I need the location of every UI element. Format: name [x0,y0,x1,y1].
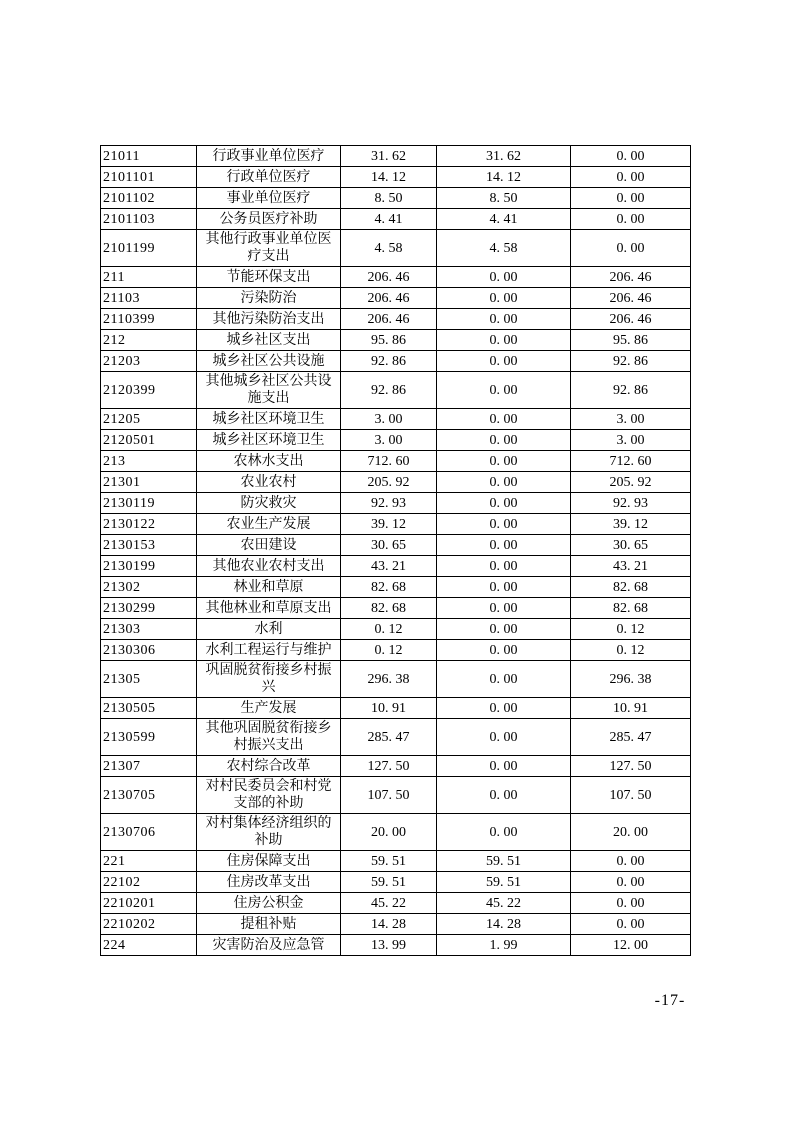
row-amount-cell-1: 3. 00 [341,409,437,430]
row-amount-cell-2: 0. 00 [437,577,571,598]
budget-table [100,145,691,956]
row-name-cell: 节能环保支出 [197,267,341,288]
row-code-cell: 2120501 [101,430,197,451]
row-amount-cell-2: 0. 00 [437,535,571,556]
row-code-cell: 21307 [101,756,197,777]
row-amount-cell-2: 45. 22 [437,893,571,914]
row-amount-cell-2: 0. 00 [437,619,571,640]
table-row [101,598,691,619]
row-amount-cell-3: 206. 46 [571,309,691,330]
table-row [101,619,691,640]
row-amount-cell-2: 0. 00 [437,351,571,372]
row-amount-cell-1: 14. 28 [341,914,437,935]
table-row [101,188,691,209]
row-code-cell: 224 [101,935,197,956]
row-code-cell: 2130705 [101,777,197,814]
row-amount-cell-3: 3. 00 [571,430,691,451]
row-amount-cell-3: 206. 46 [571,267,691,288]
row-amount-cell-1: 206. 46 [341,288,437,309]
row-amount-cell-3: 12. 00 [571,935,691,956]
table-row [101,935,691,956]
row-amount-cell-1: 59. 51 [341,851,437,872]
row-amount-cell-3: 0. 12 [571,640,691,661]
row-amount-cell-2: 0. 00 [437,430,571,451]
row-amount-cell-3: 0. 00 [571,914,691,935]
row-amount-cell-2: 59. 51 [437,872,571,893]
row-amount-cell-1: 712. 60 [341,451,437,472]
table-row [101,514,691,535]
table-row [101,661,691,698]
row-amount-cell-1: 4. 41 [341,209,437,230]
row-amount-cell-3: 3. 00 [571,409,691,430]
row-amount-cell-2: 0. 00 [437,777,571,814]
row-amount-cell-3: 285. 47 [571,719,691,756]
row-name-cell: 公务员医疗补助 [197,209,341,230]
row-amount-cell-2: 14. 12 [437,167,571,188]
row-amount-cell-3: 92. 93 [571,493,691,514]
row-code-cell: 2130306 [101,640,197,661]
row-amount-cell-1: 39. 12 [341,514,437,535]
row-name-cell: 其他农业农村支出 [197,556,341,577]
row-amount-cell-3: 20. 00 [571,814,691,851]
row-code-cell: 2210202 [101,914,197,935]
row-amount-cell-1: 0. 12 [341,640,437,661]
row-amount-cell-3: 712. 60 [571,451,691,472]
row-code-cell: 2130505 [101,698,197,719]
row-amount-cell-3: 107. 50 [571,777,691,814]
row-name-cell: 其他城乡社区公共设施支出 [197,372,341,409]
row-amount-cell-2: 8. 50 [437,188,571,209]
row-amount-cell-3: 0. 00 [571,209,691,230]
table-row [101,267,691,288]
row-amount-cell-2: 0. 00 [437,309,571,330]
row-amount-cell-1: 205. 92 [341,472,437,493]
row-amount-cell-3: 92. 86 [571,372,691,409]
row-name-cell: 提租补贴 [197,914,341,935]
row-code-cell: 2130706 [101,814,197,851]
row-code-cell: 212 [101,330,197,351]
row-amount-cell-2: 0. 00 [437,756,571,777]
table-row [101,451,691,472]
table-row [101,893,691,914]
row-code-cell: 2110399 [101,309,197,330]
row-code-cell: 2101103 [101,209,197,230]
table-row [101,288,691,309]
row-amount-cell-1: 20. 00 [341,814,437,851]
table-row [101,167,691,188]
row-amount-cell-1: 3. 00 [341,430,437,451]
table-row [101,777,691,814]
row-amount-cell-2: 0. 00 [437,472,571,493]
row-amount-cell-1: 296. 38 [341,661,437,698]
row-name-cell: 其他巩固脱贫衔接乡村振兴支出 [197,719,341,756]
row-name-cell: 其他污染防治支出 [197,309,341,330]
table-row [101,309,691,330]
row-amount-cell-1: 31. 62 [341,146,437,167]
row-name-cell: 农林水支出 [197,451,341,472]
row-code-cell: 21011 [101,146,197,167]
row-code-cell: 2101101 [101,167,197,188]
row-amount-cell-1: 82. 68 [341,598,437,619]
row-name-cell: 住房公积金 [197,893,341,914]
row-code-cell: 213 [101,451,197,472]
row-code-cell: 21103 [101,288,197,309]
row-name-cell: 巩固脱贫衔接乡村振兴 [197,661,341,698]
row-name-cell: 城乡社区支出 [197,330,341,351]
row-amount-cell-1: 127. 50 [341,756,437,777]
row-amount-cell-3: 0. 00 [571,872,691,893]
table-row [101,756,691,777]
table-row [101,872,691,893]
row-amount-cell-2: 14. 28 [437,914,571,935]
row-amount-cell-2: 1. 99 [437,935,571,956]
row-amount-cell-3: 127. 50 [571,756,691,777]
row-code-cell: 2130153 [101,535,197,556]
row-name-cell: 其他林业和草原支出 [197,598,341,619]
table-row [101,556,691,577]
row-amount-cell-2: 0. 00 [437,814,571,851]
row-code-cell: 221 [101,851,197,872]
row-name-cell: 对村集体经济组织的补助 [197,814,341,851]
page-number: -17- [654,992,686,1009]
row-code-cell: 22102 [101,872,197,893]
row-name-cell: 农业农村 [197,472,341,493]
row-code-cell: 2120399 [101,372,197,409]
row-amount-cell-1: 92. 86 [341,351,437,372]
row-amount-cell-3: 205. 92 [571,472,691,493]
row-name-cell: 住房改革支出 [197,872,341,893]
table-row [101,372,691,409]
row-code-cell: 2130119 [101,493,197,514]
row-amount-cell-3: 0. 12 [571,619,691,640]
table-row [101,146,691,167]
row-amount-cell-2: 0. 00 [437,409,571,430]
row-amount-cell-3: 0. 00 [571,893,691,914]
row-amount-cell-2: 59. 51 [437,851,571,872]
row-name-cell: 水利工程运行与维护 [197,640,341,661]
row-amount-cell-3: 10. 91 [571,698,691,719]
row-name-cell: 对村民委员会和村党支部的补助 [197,777,341,814]
row-amount-cell-1: 206. 46 [341,309,437,330]
row-amount-cell-2: 31. 62 [437,146,571,167]
row-code-cell: 2210201 [101,893,197,914]
row-amount-cell-3: 0. 00 [571,146,691,167]
row-amount-cell-3: 92. 86 [571,351,691,372]
row-amount-cell-1: 82. 68 [341,577,437,598]
row-name-cell: 住房保障支出 [197,851,341,872]
table-row [101,330,691,351]
row-amount-cell-3: 206. 46 [571,288,691,309]
row-amount-cell-1: 0. 12 [341,619,437,640]
table-row [101,209,691,230]
row-code-cell: 21205 [101,409,197,430]
table-row [101,230,691,267]
row-name-cell: 防灾救灾 [197,493,341,514]
row-code-cell: 2130199 [101,556,197,577]
row-amount-cell-1: 43. 21 [341,556,437,577]
row-code-cell: 21203 [101,351,197,372]
table-row [101,493,691,514]
row-code-cell: 21303 [101,619,197,640]
row-amount-cell-1: 206. 46 [341,267,437,288]
row-code-cell: 2130122 [101,514,197,535]
row-code-cell: 2130299 [101,598,197,619]
row-amount-cell-2: 0. 00 [437,640,571,661]
table-row [101,719,691,756]
row-name-cell: 农业生产发展 [197,514,341,535]
table-row [101,814,691,851]
row-name-cell: 行政事业单位医疗 [197,146,341,167]
row-amount-cell-3: 30. 65 [571,535,691,556]
row-amount-cell-3: 0. 00 [571,188,691,209]
row-amount-cell-3: 82. 68 [571,598,691,619]
row-amount-cell-1: 14. 12 [341,167,437,188]
row-amount-cell-3: 0. 00 [571,167,691,188]
row-name-cell: 生产发展 [197,698,341,719]
budget-table-body [101,146,691,956]
row-amount-cell-2: 0. 00 [437,330,571,351]
table-row [101,409,691,430]
row-name-cell: 城乡社区公共设施 [197,351,341,372]
row-amount-cell-2: 0. 00 [437,598,571,619]
row-amount-cell-3: 296. 38 [571,661,691,698]
row-code-cell: 21301 [101,472,197,493]
row-code-cell: 211 [101,267,197,288]
row-amount-cell-2: 0. 00 [437,267,571,288]
row-amount-cell-3: 0. 00 [571,851,691,872]
row-name-cell: 农田建设 [197,535,341,556]
table-row [101,698,691,719]
row-amount-cell-2: 0. 00 [437,661,571,698]
row-amount-cell-2: 0. 00 [437,288,571,309]
row-amount-cell-1: 92. 86 [341,372,437,409]
row-name-cell: 城乡社区环境卫生 [197,430,341,451]
row-name-cell: 事业单位医疗 [197,188,341,209]
row-name-cell: 林业和草原 [197,577,341,598]
row-code-cell: 2101199 [101,230,197,267]
row-name-cell: 水利 [197,619,341,640]
row-amount-cell-2: 4. 58 [437,230,571,267]
row-amount-cell-1: 8. 50 [341,188,437,209]
row-amount-cell-2: 0. 00 [437,719,571,756]
table-row [101,351,691,372]
table-row [101,851,691,872]
row-amount-cell-2: 0. 00 [437,514,571,535]
row-amount-cell-1: 285. 47 [341,719,437,756]
row-amount-cell-1: 59. 51 [341,872,437,893]
row-amount-cell-1: 107. 50 [341,777,437,814]
table-row [101,577,691,598]
table-row [101,640,691,661]
row-amount-cell-1: 10. 91 [341,698,437,719]
row-code-cell: 21305 [101,661,197,698]
row-amount-cell-2: 0. 00 [437,556,571,577]
row-amount-cell-3: 95. 86 [571,330,691,351]
row-amount-cell-2: 4. 41 [437,209,571,230]
row-amount-cell-1: 95. 86 [341,330,437,351]
row-amount-cell-3: 43. 21 [571,556,691,577]
row-amount-cell-1: 92. 93 [341,493,437,514]
row-name-cell: 农村综合改革 [197,756,341,777]
row-name-cell: 污染防治 [197,288,341,309]
row-code-cell: 21302 [101,577,197,598]
row-amount-cell-2: 0. 00 [437,451,571,472]
row-code-cell: 2130599 [101,719,197,756]
row-name-cell: 其他行政事业单位医疗支出 [197,230,341,267]
table-row [101,472,691,493]
row-amount-cell-1: 4. 58 [341,230,437,267]
table-row [101,535,691,556]
row-amount-cell-1: 45. 22 [341,893,437,914]
row-amount-cell-1: 13. 99 [341,935,437,956]
row-name-cell: 行政单位医疗 [197,167,341,188]
row-amount-cell-3: 39. 12 [571,514,691,535]
table-row [101,430,691,451]
row-code-cell: 2101102 [101,188,197,209]
row-amount-cell-3: 0. 00 [571,230,691,267]
table-row [101,914,691,935]
row-amount-cell-1: 30. 65 [341,535,437,556]
row-amount-cell-2: 0. 00 [437,372,571,409]
row-amount-cell-2: 0. 00 [437,698,571,719]
row-name-cell: 城乡社区环境卫生 [197,409,341,430]
row-amount-cell-2: 0. 00 [437,493,571,514]
row-name-cell: 灾害防治及应急管 [197,935,341,956]
row-amount-cell-3: 82. 68 [571,577,691,598]
